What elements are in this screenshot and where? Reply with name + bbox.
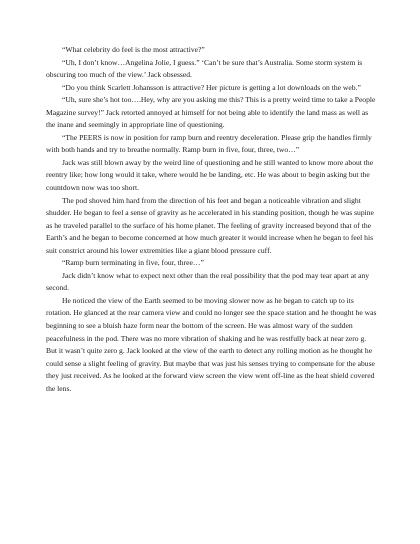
paragraph-6: Jack was still blown away by the weird line of questioning and he still wanted to know more about the reentry like; how long would it take, where would he be landing, etc. He was about to begin asking but the countdown now was too short. [46, 157, 374, 193]
paragraph-2: “Uh, I don’t know…Angelina Jolie, I guess.” ‘Can’t be sure that’s Australia. Some storm system is obscuring too much of the view.’ Jack obsessed. [46, 57, 363, 80]
paragraph-5: “The PEERS is now in position for ramp burn and reentry deceleration. Please grip the handles firmly with both hands and try to breathe normally. Ramp burn in five, four, three, two…” [46, 132, 372, 155]
paragraph-10: He noticed the view of the Earth seemed to be moving slower now as he began to catch up to its rotation. He glanced at the rear camera view and could no longer see the space station and he thought he was beginning to see a bluish haze form near the bottom of the screen. He was almost wary of the sudden peacefulness in the pod. There was no more vibration of shaking and he was restfully back at near zero g. But it wasn’t quite zero g. Jack looked at the view of the earth to detect any rolling motion as he thought he could sense a slight feeling of gravity. But maybe that was just his senses trying to compensate for the abuse they just received. As he looked at the forward view screen the view went off-line as the heat shield covered the lens. [46, 295, 377, 393]
paragraph-3: “Do you think Scarlett Johansson is attractive? Her picture is getting a lot downloads on the web.” [62, 82, 361, 92]
paragraph-8: “Ramp burn terminating in five, four, three…” [62, 258, 204, 268]
paragraph-9: Jack didn’t know what to expect next other than the real possibility that the pod may tear apart at any second. [46, 270, 370, 293]
paragraph-1: “What celebrity do feel is the most attractive?” [62, 45, 205, 54]
paragraph-4: “Uh, sure she’s hot too….Hey, why are you asking me this? This is a pretty weird time to take a People Magazine survey!” Jack retorted annoyed at himself for not being able to identify the land mass as well as the inane and seemingly in appropriate line of questioning. [46, 95, 376, 130]
manuscript-page [46, 44, 378, 395]
paragraph-7: The pod shoved him hard from the direction of his feet and began a noticeable vibration and slight shudder. He began to feel a sense of gravity as he accelerated in his standing position, though he was supine as he traveled parallel to the surface of his home planet. The feeling of gravity increased beyond that of the Earth’s and he began to become concerned at how much greater it would increase when he began to feel his suit constrict around his lower extremities like a giant blood pressure cuff. [46, 195, 374, 255]
